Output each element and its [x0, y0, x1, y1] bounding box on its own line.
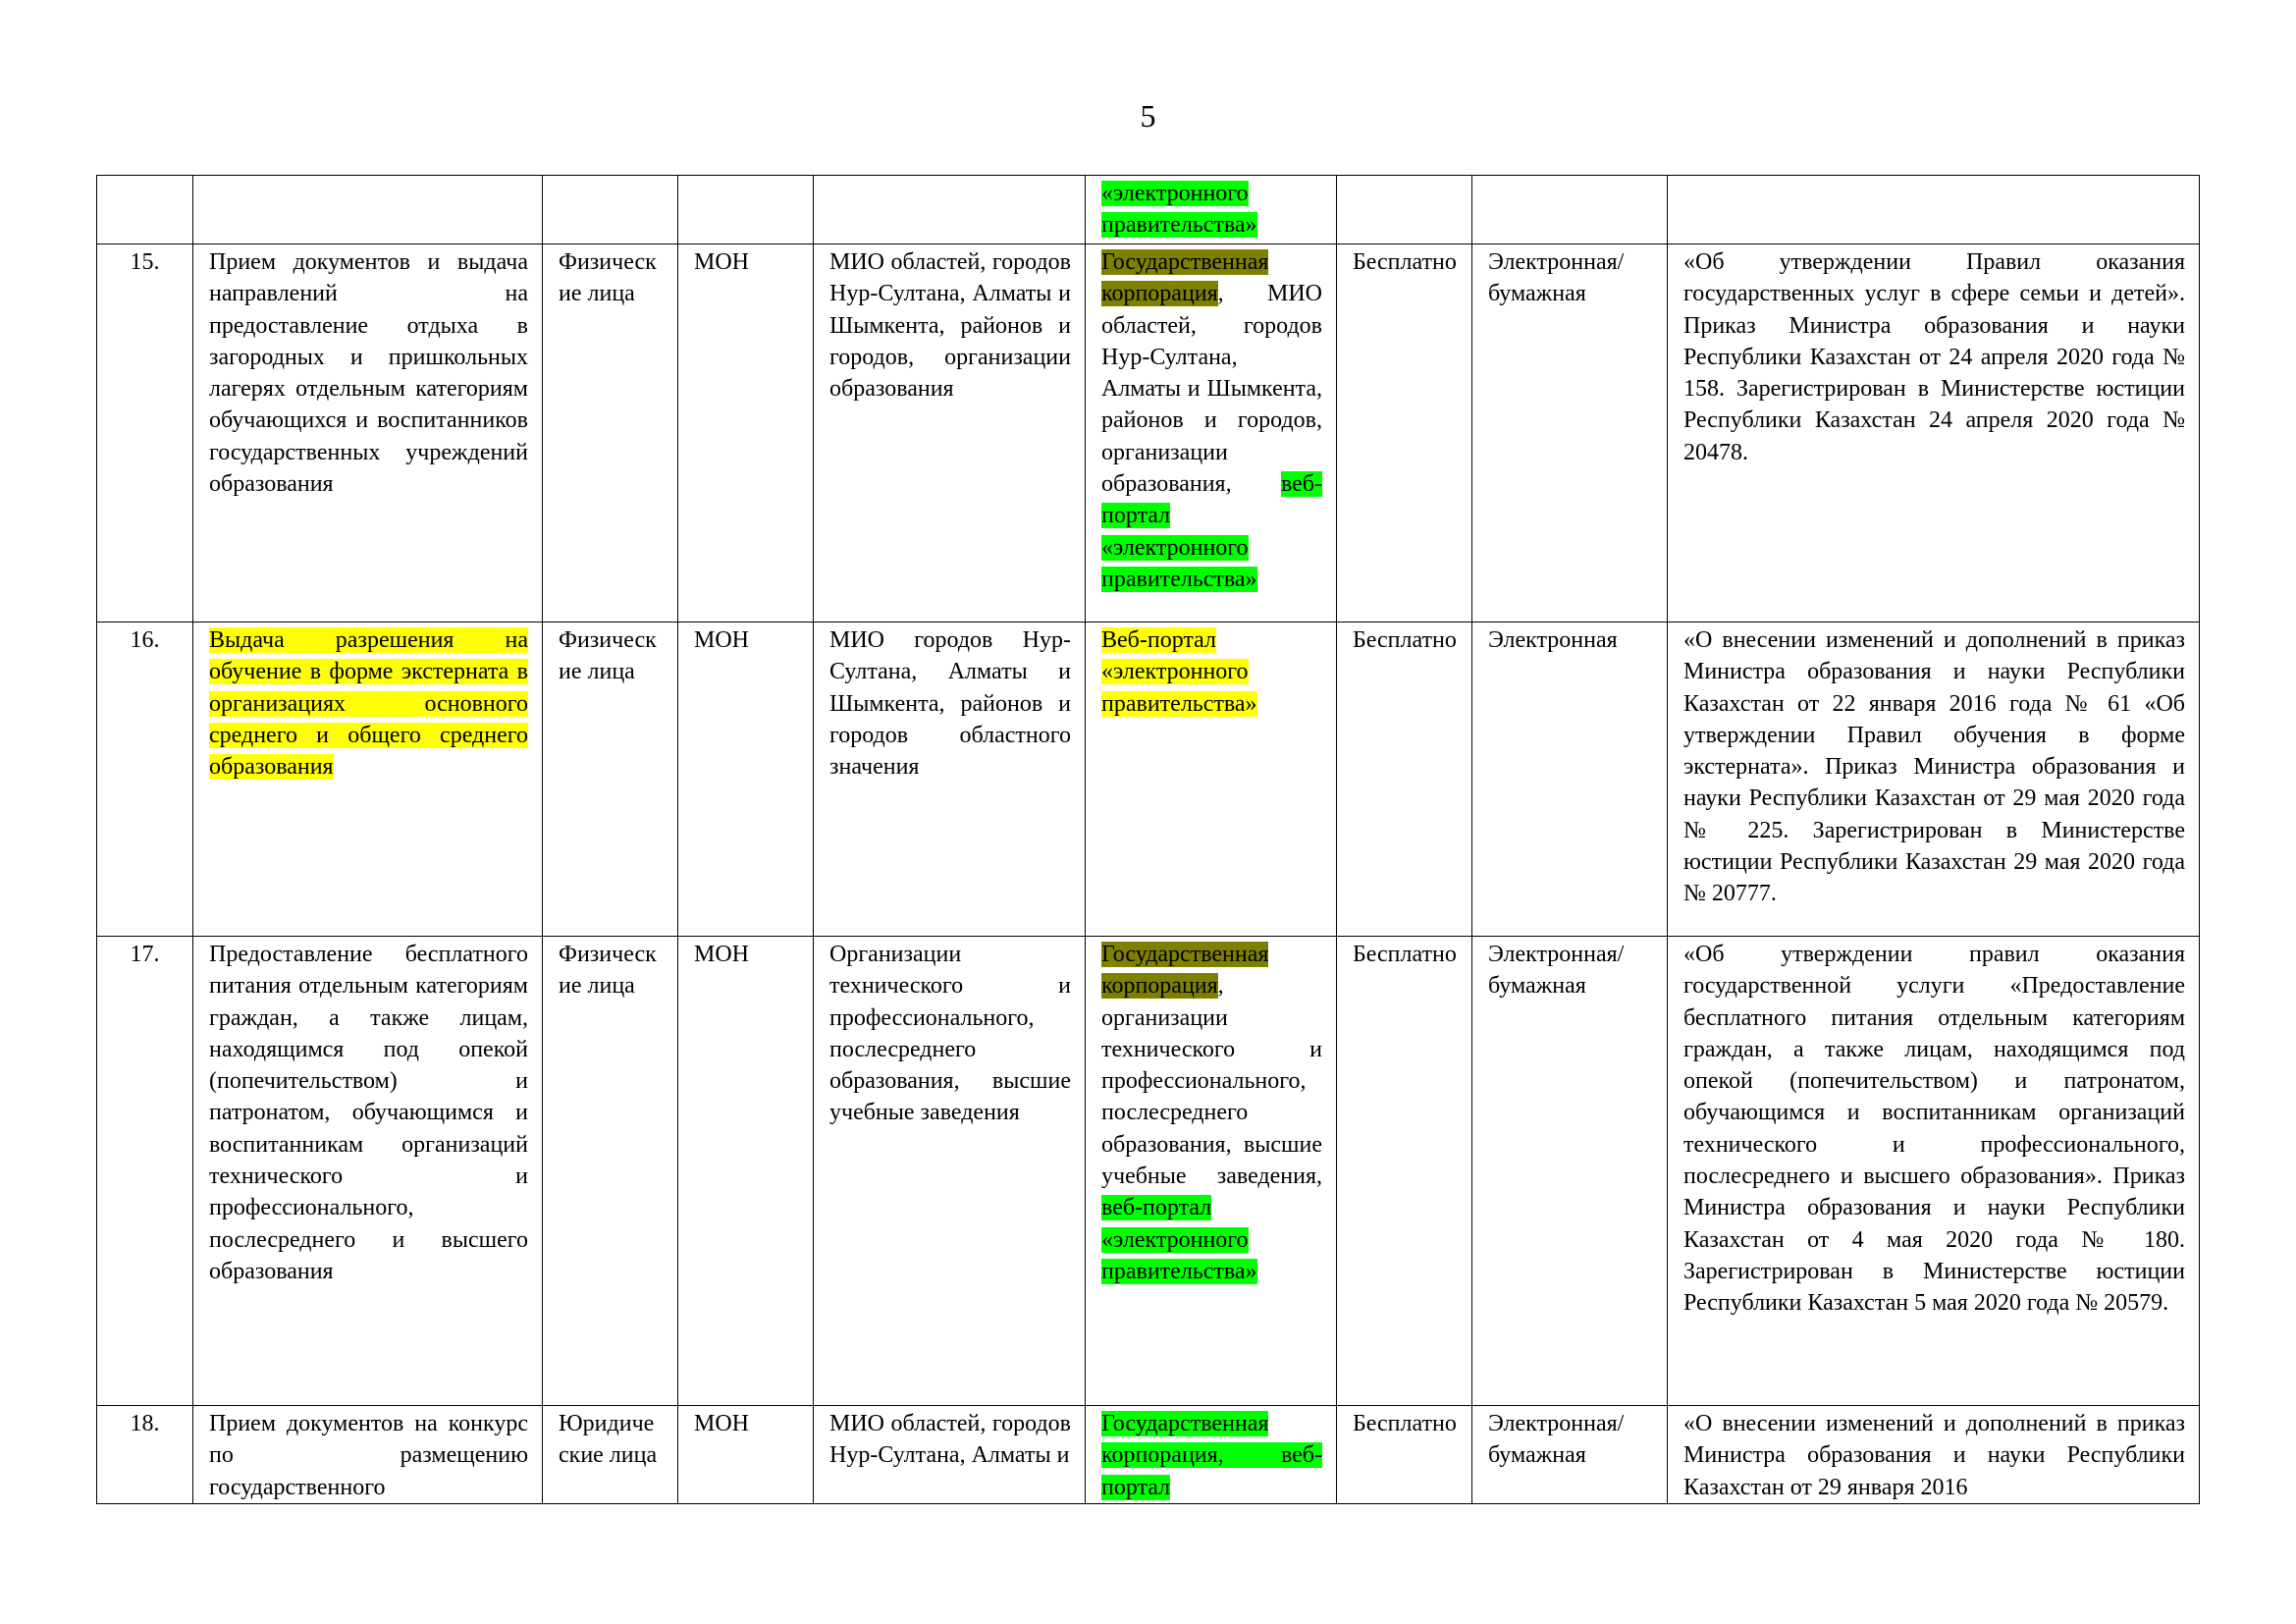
- cell-authority: МИО городов Нур-Султана, Алматы и Шымкента, районов и городов областного значения: [814, 623, 1086, 937]
- cell-service-name: [193, 244, 543, 623]
- text-fragment: Государственная корпорация: [1101, 942, 1269, 1000]
- text-fragment: «электронного правительства»: [1101, 181, 1257, 239]
- cell-num: 15.: [97, 244, 193, 623]
- cell-authority: МИО областей, городов Нур-Султана, Алматы и: [814, 1406, 1086, 1504]
- services-table: [96, 175, 2200, 1504]
- text-fragment: Прием документов и выдача направлений на предоставление отдыха в загородных и пришкольных лагерях отдельным категориям обучающихся и воспитанников государственных учреждений образования: [209, 249, 528, 498]
- cell-num: 17.: [97, 937, 193, 1406]
- cell-ministry: [678, 176, 814, 244]
- cell-authority: МИО областей, городов Нур-Султана, Алматы и Шымкента, районов и городов, организации образования: [814, 244, 1086, 623]
- table-row: [97, 244, 2200, 623]
- cell-legal: «Об утверждении Правил оказания государственных услуг в сфере семьи и детей». Приказ Министра образования и науки Республики Казахстан от 24 апреля 2020 года № 158. Зарегистрирован в Министерстве юстиции Республики Казахстан 24 апреля 2020 года № 20478.: [1668, 244, 2200, 623]
- table-row: [97, 623, 2200, 937]
- cell-ministry: МОН: [678, 244, 814, 623]
- cell-legal: «О внесении изменений и дополнений в приказ Министра образования и науки Республики Казахстан от 22 января 2016 года № 61 «Об утверждении Правил обучения в форме экстерната». Приказ Министра образования и науки Республики Казахстан от 29 мая 2020 года № 225. Зарегистрирован в Министерстве юстиции Республики Казахстан 29 мая 2020 года № 20777.: [1668, 623, 2200, 937]
- cell-authority: [814, 176, 1086, 244]
- table-row: [97, 937, 2200, 1406]
- table-row: [97, 1406, 2200, 1504]
- text-fragment: Прием документов на конкурс по размещению государственного: [209, 1411, 528, 1500]
- cell-service-name: [193, 1406, 543, 1504]
- cell-legal: «Об утверждении правил оказания государственной услуги «Предоставление бесплатного питания отдельным категориям граждан, а также лицам, находящимся под опекой (попечительством) и патронатом, обучающимся и воспитанникам организаций технического и профессионального, послесреднего и высшего образования». Приказ Министра образования и науки Республики Казахстан от 4 мая 2020 года № 180. Зарегистрирован в Министерстве юстиции Республики Казахстан 5 мая 2020 года № 20579.: [1668, 937, 2200, 1406]
- cell-ministry: МОН: [678, 937, 814, 1406]
- cell-recipients: Физические лица: [543, 623, 678, 937]
- cell-cost: Бесплатно: [1337, 623, 1472, 937]
- cell-form: Электронная/ бумажная: [1472, 244, 1668, 623]
- text-fragment: Выдача разрешения на обучение в форме экстерната в организациях основного среднего и общего среднего образования: [209, 627, 528, 781]
- cell-service-name: [193, 623, 543, 937]
- cell-recipients: Физические лица: [543, 937, 678, 1406]
- cell-recipients: [543, 176, 678, 244]
- cell-cost: [1337, 176, 1472, 244]
- text-fragment: Государственная корпорация, веб-портал: [1101, 1411, 1322, 1500]
- cell-form: Электронная: [1472, 623, 1668, 937]
- cell-legal: «О внесении изменений и дополнений в приказ Министра образования и науки Республики Казахстан от 29 января 2016: [1668, 1406, 2200, 1504]
- cell-authority: Организации технического и профессионального, послесреднего образования, высшие учебные заведения: [814, 937, 1086, 1406]
- text-fragment: веб-портал «электронного правительства»: [1101, 1195, 1257, 1284]
- text-fragment: Предоставление бесплатного питания отдельным категориям граждан, а также лицам, находящимся под опекой (попечительством) и патронатом, обучающимся и воспитанникам организаций технического и профессионального, послесреднего и высшего образования: [209, 942, 528, 1284]
- cell-form: Электронная/ бумажная: [1472, 937, 1668, 1406]
- cell-num: 16.: [97, 623, 193, 937]
- cell-form: [1472, 176, 1668, 244]
- cell-provider: [1086, 244, 1337, 623]
- cell-provider: [1086, 937, 1337, 1406]
- continuation-row: [97, 176, 2200, 244]
- text-fragment: , организации технического и профессионального, послесреднего образования, высшие учебные заведения,: [1101, 973, 1322, 1190]
- text-fragment: , МИО областей, городов Нур-Султана, Алматы и Шымкента, районов и городов, организации образования,: [1101, 281, 1322, 498]
- text-fragment: веб-портал «электронного правительства»: [1101, 471, 1322, 592]
- cell-provider: [1086, 1406, 1337, 1504]
- page-number: 5: [1140, 98, 1156, 134]
- cell-provider: [1086, 176, 1337, 244]
- cell-form: Электронная/ бумажная: [1472, 1406, 1668, 1504]
- cell-recipients: Физические лица: [543, 244, 678, 623]
- cell-provider: [1086, 623, 1337, 937]
- cell-cost: Бесплатно: [1337, 937, 1472, 1406]
- cell-ministry: МОН: [678, 623, 814, 937]
- cell-service-name: [193, 937, 543, 1406]
- cell-cost: Бесплатно: [1337, 1406, 1472, 1504]
- cell-legal: [1668, 176, 2200, 244]
- cell-cost: Бесплатно: [1337, 244, 1472, 623]
- cell-num: 18.: [97, 1406, 193, 1504]
- cell-service-name: [193, 176, 543, 244]
- cell-ministry: МОН: [678, 1406, 814, 1504]
- text-fragment: Веб-портал «электронного правительства»: [1101, 627, 1257, 717]
- text-fragment: Государственная корпорация: [1101, 249, 1269, 307]
- cell-recipients: Юридические лица: [543, 1406, 678, 1504]
- cell-num: [97, 176, 193, 244]
